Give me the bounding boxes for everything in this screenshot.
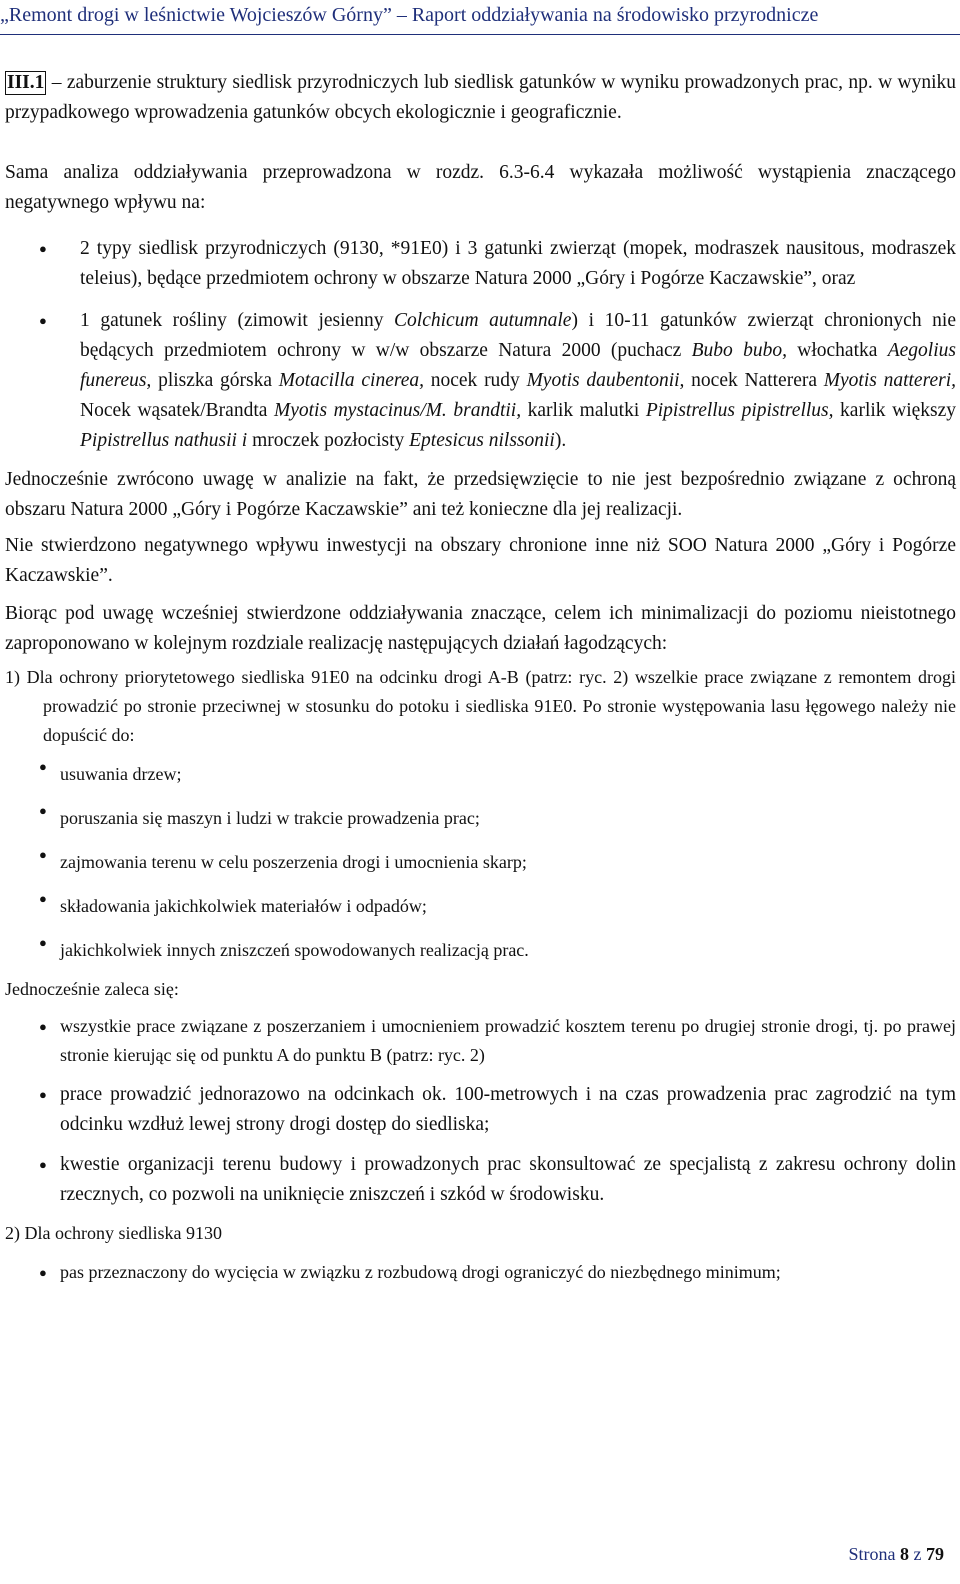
item-label-boxed: III.1 [7, 72, 45, 93]
list-item: ● usuwania drzew; [5, 752, 956, 796]
recommend-intro: Jednocześnie zaleca się: [5, 979, 179, 999]
paragraph-no-impact: Nie stwierdzono negatywnego wpływu inwestycji na obszary chronione inne niż SOO Natura 2000 „Góry i Pogórze Kaczawskie”. [5, 535, 956, 586]
list-item: ● prace prowadzić jednorazowo na odcinkach ok. 100-metrowych i na czas prowadzenia prac zagrodzić na tym odcinku wzdłuż lewej strony drogi dostęp do siedliska; [5, 1080, 956, 1140]
header-divider [0, 34, 960, 35]
page-number: Strona 8 z 79 [848, 1544, 944, 1564]
list-item [5, 306, 956, 456]
running-header: „Remont drogi w leśnictwie Wojcieszów Górny” – Raport oddziaływania na środowisko przyrodnicze [0, 4, 819, 26]
habitat-9130-list [5, 1258, 956, 1287]
impact-list [5, 234, 956, 456]
prohibited-list [5, 752, 956, 972]
list-item: ● pas przeznaczony do wycięcia w związku z rozbudową drogi ograniczyć do niezbędnego minimum; [5, 1258, 956, 1287]
paragraph-mitigation: Biorąc pod uwagę wcześniej stwierdzone oddziaływania znaczące, celem ich minimalizacji do poziomu nieistotnego zaproponowano w kolejnym rozdziale realizację następujących działań łagodzących: [5, 603, 956, 654]
impact-habitats: 2 typy siedlisk przyrodniczych (9130, *91E0) i 3 gatunki zwierząt (mopek, modraszek nausitous, modraszek teleius), będące przedmiotem ochrony w obszarze Natura 2000 „Góry i Pogórze Kaczawskie”, oraz [80, 238, 956, 289]
list-item: ● poruszania się maszyn i ludzi w trakcie prowadzenia prac; [5, 796, 956, 840]
document-body [5, 68, 956, 1287]
numbered-item-1: 1) Dla ochrony priorytetowego siedliska 91E0 na odcinku drogi A-B (patrz: ryc. 2) wszelkie prace związane z remontem drogi prowadzić po stronie przeciwnej w stosunku do potoku i siedliska 91E0. Po stronie występowania lasu łęgowego należy nie dopuścić do: [5, 667, 956, 745]
numbered-item-2: 2) Dla ochrony siedliska 9130 [5, 1223, 222, 1243]
list-item: ● jakichkolwiek innych zniszczeń spowodowanych realizacją prac. [5, 928, 956, 972]
paragraph-simultaneously: Jednocześnie zwrócono uwagę w analizie na fakt, że przedsięwzięcie to nie jest bezpośrednio związane z ochroną obszaru Natura 2000 „Góry i Pogórze Kaczawskie” ani też konieczne dla jej realizacji. [5, 469, 956, 520]
item-iii-1-text: – zaburzenie struktury siedlisk przyrodniczych lub siedlisk gatunków w wyniku prowadzonych prac, np. w wyniku przypadkowego wprowadzenia gatunków obcych ekologicznie i geograficznie. [5, 72, 956, 123]
list-item: ● składowania jakichkolwiek materiałów i odpadów; [5, 884, 956, 928]
analysis-intro: Sama analiza oddziaływania przeprowadzona w rozdz. 6.3-6.4 wykazała możliwość wystąpienia znaczącego negatywnego wpływu na: [5, 162, 956, 213]
recommendation-list [5, 1012, 956, 1210]
list-item: ● zajmowania terenu w celu poszerzenia drogi i umocnienia skarp; [5, 840, 956, 884]
item-iii-1 [5, 68, 956, 128]
list-item: ● kwestie organizacji terenu budowy i prowadzonych prac skonsultować ze specjalistą z zakresu ochrony dolin rzecznych, co pozwoli na uniknięcie zniszczeń i szkód w środowisku. [5, 1150, 956, 1210]
impact-species: 1 gatunek rośliny (zimowit jesienny Colchicum autumnale) i 10-11 gatunków zwierząt chronionych nie będących przedmiotem ochrony w w/w obszarze Natura 2000 (puchacz Bubo bubo, włochatka Aegolius funereus, pliszka górska Motacilla cinerea, nocek rudy Myotis daubentonii, nocek Natterera Myotis nattereri, Nocek wąsatek/Brandta Myotis mystacinus/M. brandtii, karlik malutki Pipistrellus pipistrellus, karlik większy Pipistrellus nathusii i mroczek pozłocisty Eptesicus nilssonii). [80, 310, 957, 451]
list-item: ● wszystkie prace związane z poszerzaniem i umocnieniem prowadzić kosztem terenu po drugiej stronie drogi, tj. po prawej stronie kierując się od punktu A do punktu B (patrz: ryc. 2) [5, 1012, 956, 1070]
list-item [5, 234, 956, 294]
